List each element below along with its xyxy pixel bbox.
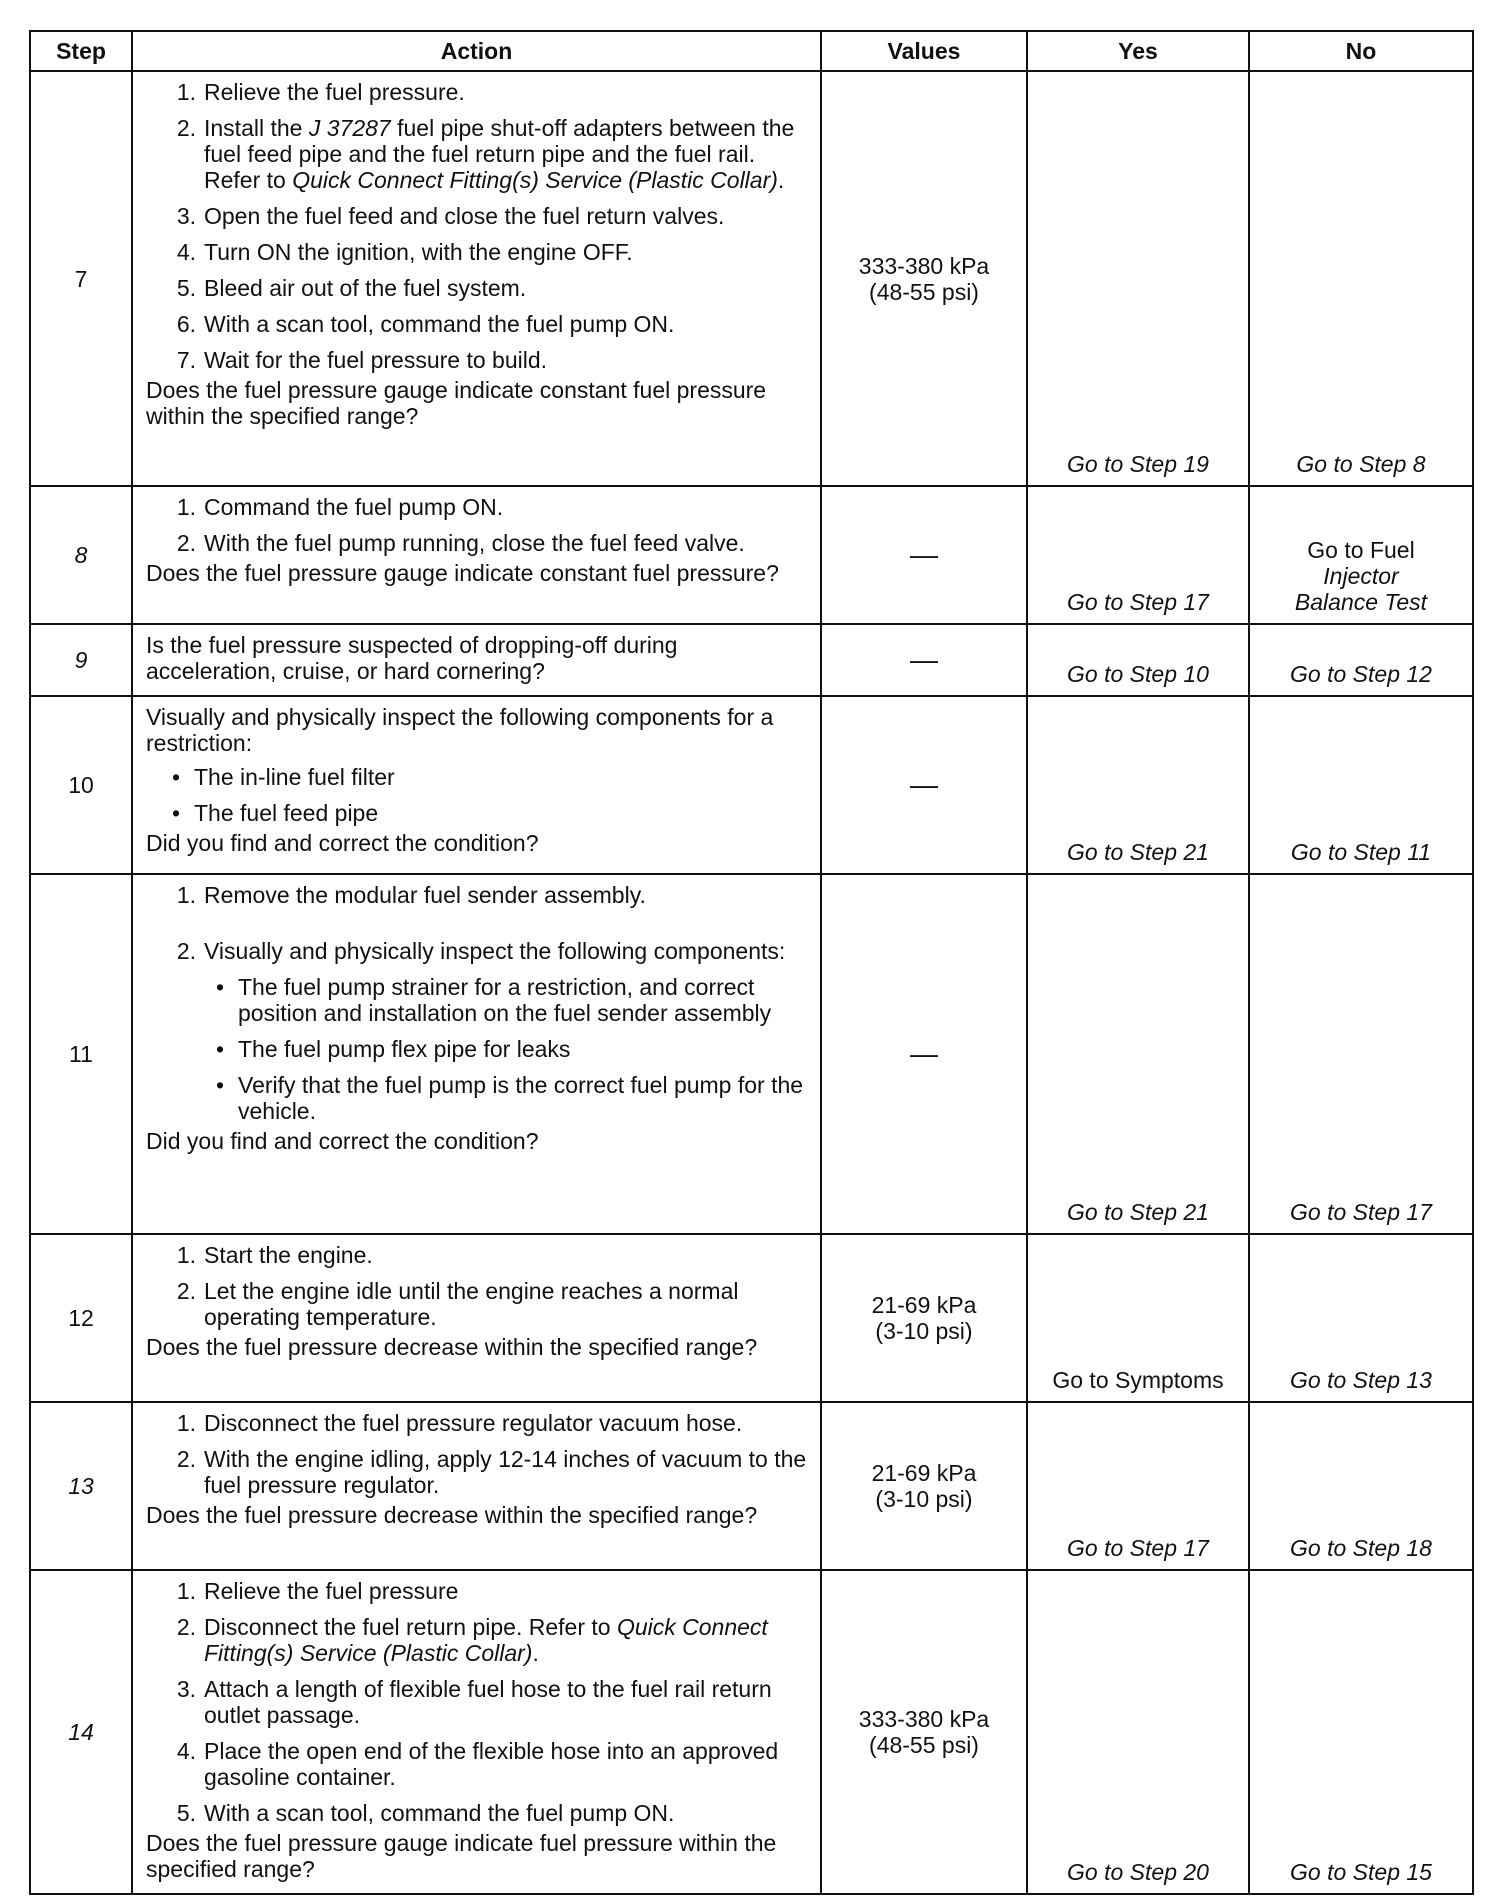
step-number: 11 xyxy=(30,874,132,1234)
intro-text: Visually and physically inspect the following components for a restriction: xyxy=(146,704,774,756)
action-cell xyxy=(132,486,821,624)
table-row xyxy=(30,486,1473,624)
no-result: Go to Step 18 xyxy=(1249,1402,1473,1570)
values-cell: 21-69 kPa (3-10 psi) xyxy=(821,1234,1027,1402)
step-number: 10 xyxy=(30,696,132,874)
list-item: 4. Place the open end of the flexible hose into an approved gasoline container. xyxy=(176,1738,779,1790)
yes-result: Go to Step 10 xyxy=(1027,624,1249,696)
list-item: 7. Wait for the fuel pressure to build. xyxy=(176,347,548,373)
action-cell xyxy=(132,874,821,1234)
values-cell: — xyxy=(821,624,1027,696)
list-item: 5. With a scan tool, command the fuel pump ON. xyxy=(176,1800,675,1826)
action-list xyxy=(146,79,812,373)
action-cell xyxy=(132,1402,821,1570)
header-action: Action xyxy=(132,31,821,71)
bullet-list xyxy=(146,764,812,826)
header-no: No xyxy=(1249,31,1473,71)
list-item: 5. Bleed air out of the fuel system. xyxy=(176,275,527,301)
action-list xyxy=(146,494,812,556)
table-row xyxy=(30,624,1473,696)
list-item: 1. Relieve the fuel pressure. xyxy=(176,79,465,105)
list-item: 2. With the fuel pump running, close the fuel feed valve. xyxy=(176,530,745,556)
values-cell: 333-380 kPa (48-55 psi) xyxy=(821,1570,1027,1894)
question-text: Does the fuel pressure decrease within the specified range? xyxy=(146,1502,758,1528)
list-item: 1. Remove the modular fuel sender assembly. xyxy=(176,882,646,908)
no-result: Go to Step 17 xyxy=(1249,874,1473,1234)
question-text: Did you find and correct the condition? xyxy=(146,830,539,856)
list-item: 6. With a scan tool, command the fuel pump ON. xyxy=(176,311,675,337)
no-result: Go to Fuel Injector Balance Test xyxy=(1249,486,1473,624)
step-number: 8 xyxy=(30,486,132,624)
yes-result: Go to Step 19 xyxy=(1027,71,1249,486)
list-item: • The fuel feed pipe xyxy=(146,800,812,826)
list-item: 2. With the engine idling, apply 12-14 inches of vacuum to the fuel pressure regulator. xyxy=(176,1446,807,1498)
list-item: • Verify that the fuel pump is the correct fuel pump for the vehicle. xyxy=(146,1072,812,1124)
list-item: 1. Disconnect the fuel pressure regulator vacuum hose. xyxy=(176,1410,743,1436)
table-row xyxy=(30,1234,1473,1402)
yes-result: Go to Step 20 xyxy=(1027,1570,1249,1894)
step-number: 12 xyxy=(30,1234,132,1402)
list-item: • The fuel pump strainer for a restriction, and correct position and installation on the fuel sender assembly xyxy=(146,974,812,1026)
table-row xyxy=(30,874,1473,1234)
yes-result: Go to Step 17 xyxy=(1027,486,1249,624)
values-cell: 21-69 kPa (3-10 psi) xyxy=(821,1402,1027,1570)
action-list xyxy=(146,882,812,964)
list-item: 2. Install the J 37287 fuel pipe shut-off adapters between the fuel feed pipe and the fuel return pipe and the fuel rail. Refer to Quick Connect Fitting(s) Service (Plastic Collar). xyxy=(176,115,795,193)
list-item: • The in-line fuel filter xyxy=(146,764,812,790)
list-item: 1. Relieve the fuel pressure xyxy=(176,1578,459,1604)
question-text: Does the fuel pressure gauge indicate constant fuel pressure within the specified range? xyxy=(146,377,767,429)
question-text: Does the fuel pressure gauge indicate constant fuel pressure? xyxy=(146,560,779,586)
question-text: Does the fuel pressure decrease within the specified range? xyxy=(146,1334,758,1360)
action-list xyxy=(146,1410,812,1498)
action-list xyxy=(146,1578,812,1826)
yes-result: Go to Step 17 xyxy=(1027,1402,1249,1570)
diagnostic-table xyxy=(29,30,1474,1895)
step-number: 9 xyxy=(30,624,132,696)
action-cell xyxy=(132,1234,821,1402)
action-cell xyxy=(132,71,821,486)
no-result: Go to Step 12 xyxy=(1249,624,1473,696)
question-text: Did you find and correct the condition? xyxy=(146,1128,539,1154)
no-result: Go to Step 15 xyxy=(1249,1570,1473,1894)
header-step: Step xyxy=(30,31,132,71)
step-number: 13 xyxy=(30,1402,132,1570)
action-cell xyxy=(132,1570,821,1894)
action-cell xyxy=(132,624,821,696)
table-row xyxy=(30,71,1473,486)
list-item: 3. Open the fuel feed and close the fuel return valves. xyxy=(176,203,725,229)
list-item: 2. Let the engine idle until the engine reaches a normal operating temperature. xyxy=(176,1278,739,1330)
action-cell xyxy=(132,696,821,874)
action-list xyxy=(146,1242,812,1330)
list-item: 2. Disconnect the fuel return pipe. Refer to Quick Connect Fitting(s) Service (Plastic Collar). xyxy=(176,1614,768,1666)
values-cell: 333-380 kPa (48-55 psi) xyxy=(821,71,1027,486)
values-cell: — xyxy=(821,486,1027,624)
yes-result: Go to Symptoms xyxy=(1027,1234,1249,1402)
table-row xyxy=(30,696,1473,874)
bullet-list xyxy=(146,974,812,1124)
yes-result: Go to Step 21 xyxy=(1027,696,1249,874)
step-number: 7 xyxy=(30,71,132,486)
yes-result: Go to Step 21 xyxy=(1027,874,1249,1234)
list-item: 4. Turn ON the ignition, with the engine OFF. xyxy=(176,239,633,265)
list-item: 3. Attach a length of flexible fuel hose to the fuel rail return outlet passage. xyxy=(176,1676,772,1728)
question-text: Does the fuel pressure gauge indicate fuel pressure within the specified range? xyxy=(146,1830,777,1882)
table-row xyxy=(30,1570,1473,1894)
table-row xyxy=(30,1402,1473,1570)
step-number: 14 xyxy=(30,1570,132,1894)
list-item: 2. Visually and physically inspect the following components: xyxy=(176,938,786,964)
list-item: 1. Start the engine. xyxy=(176,1242,373,1268)
header-values: Values xyxy=(821,31,1027,71)
values-cell: — xyxy=(821,696,1027,874)
list-item: • The fuel pump flex pipe for leaks xyxy=(146,1036,812,1062)
no-result: Go to Step 13 xyxy=(1249,1234,1473,1402)
header-row xyxy=(30,31,1473,71)
question-text: Is the fuel pressure suspected of dropping-off during acceleration, cruise, or hard cornering? xyxy=(146,632,678,684)
header-yes: Yes xyxy=(1027,31,1249,71)
values-cell: — xyxy=(821,874,1027,1234)
list-item: 1. Command the fuel pump ON. xyxy=(176,494,504,520)
no-result: Go to Step 11 xyxy=(1249,696,1473,874)
no-result: Go to Step 8 xyxy=(1249,71,1473,486)
